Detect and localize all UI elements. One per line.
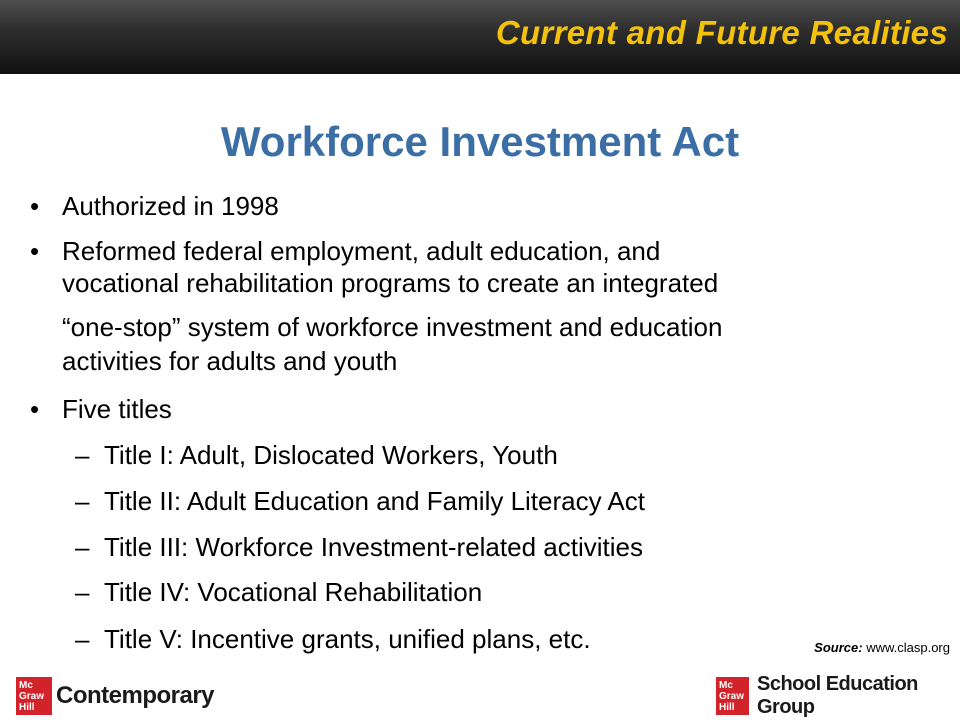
logo-wordmark: Contemporary xyxy=(56,682,215,709)
section-title: Current and Future Realities xyxy=(495,14,948,51)
sub-bullet-text: Title IV: Vocational Rehabilitation xyxy=(104,577,483,607)
source-citation xyxy=(814,640,950,655)
source-url: www.clasp.org xyxy=(866,640,950,655)
sub-bullet-text: Title III: Workforce Investment-related activities xyxy=(104,532,643,562)
sub-bullet-marker: – xyxy=(75,532,90,562)
bullet-marker: • xyxy=(30,236,40,266)
sub-bullet-text: Title II: Adult Education and Family Literacy Act xyxy=(104,486,645,516)
sub-bullet-text: Title I: Adult, Dislocated Workers, Youth xyxy=(104,440,558,470)
sub-bullet-marker: – xyxy=(75,486,90,516)
sub-bullet-text: Title V: Incentive grants, unified plans, etc. xyxy=(104,624,591,654)
sub-bullet-marker: – xyxy=(75,577,90,607)
bullet-text-line: activities for adults and youth xyxy=(62,346,398,376)
mcgraw-hill-contemporary-logo xyxy=(16,676,214,716)
slide-title: Workforce Investment Act xyxy=(220,118,740,165)
bullet-text: Five titles xyxy=(62,394,172,424)
school-education-group-logo xyxy=(716,673,960,718)
mcgraw-hill-badge-icon: Mc Graw Hill xyxy=(716,677,749,715)
mcgraw-hill-badge-icon: Mc Graw Hill xyxy=(16,677,52,715)
bullet-text-line: Reformed federal employment, adult education, and xyxy=(62,236,661,266)
bullet-text-line: vocational rehabilitation programs to create an integrated xyxy=(62,268,719,298)
bullet-text-line: “one-stop” system of workforce investment and education xyxy=(62,312,723,342)
bullet-text: Authorized in 1998 xyxy=(62,191,279,221)
logo-wordmark: School Education Group xyxy=(756,673,918,718)
header-bar xyxy=(0,0,960,74)
bullet-marker: • xyxy=(30,191,40,221)
sub-bullet-marker: – xyxy=(75,440,90,470)
source-label: Source: xyxy=(814,640,863,655)
bullet-marker: • xyxy=(30,394,40,424)
sub-bullet-marker: – xyxy=(75,624,90,654)
